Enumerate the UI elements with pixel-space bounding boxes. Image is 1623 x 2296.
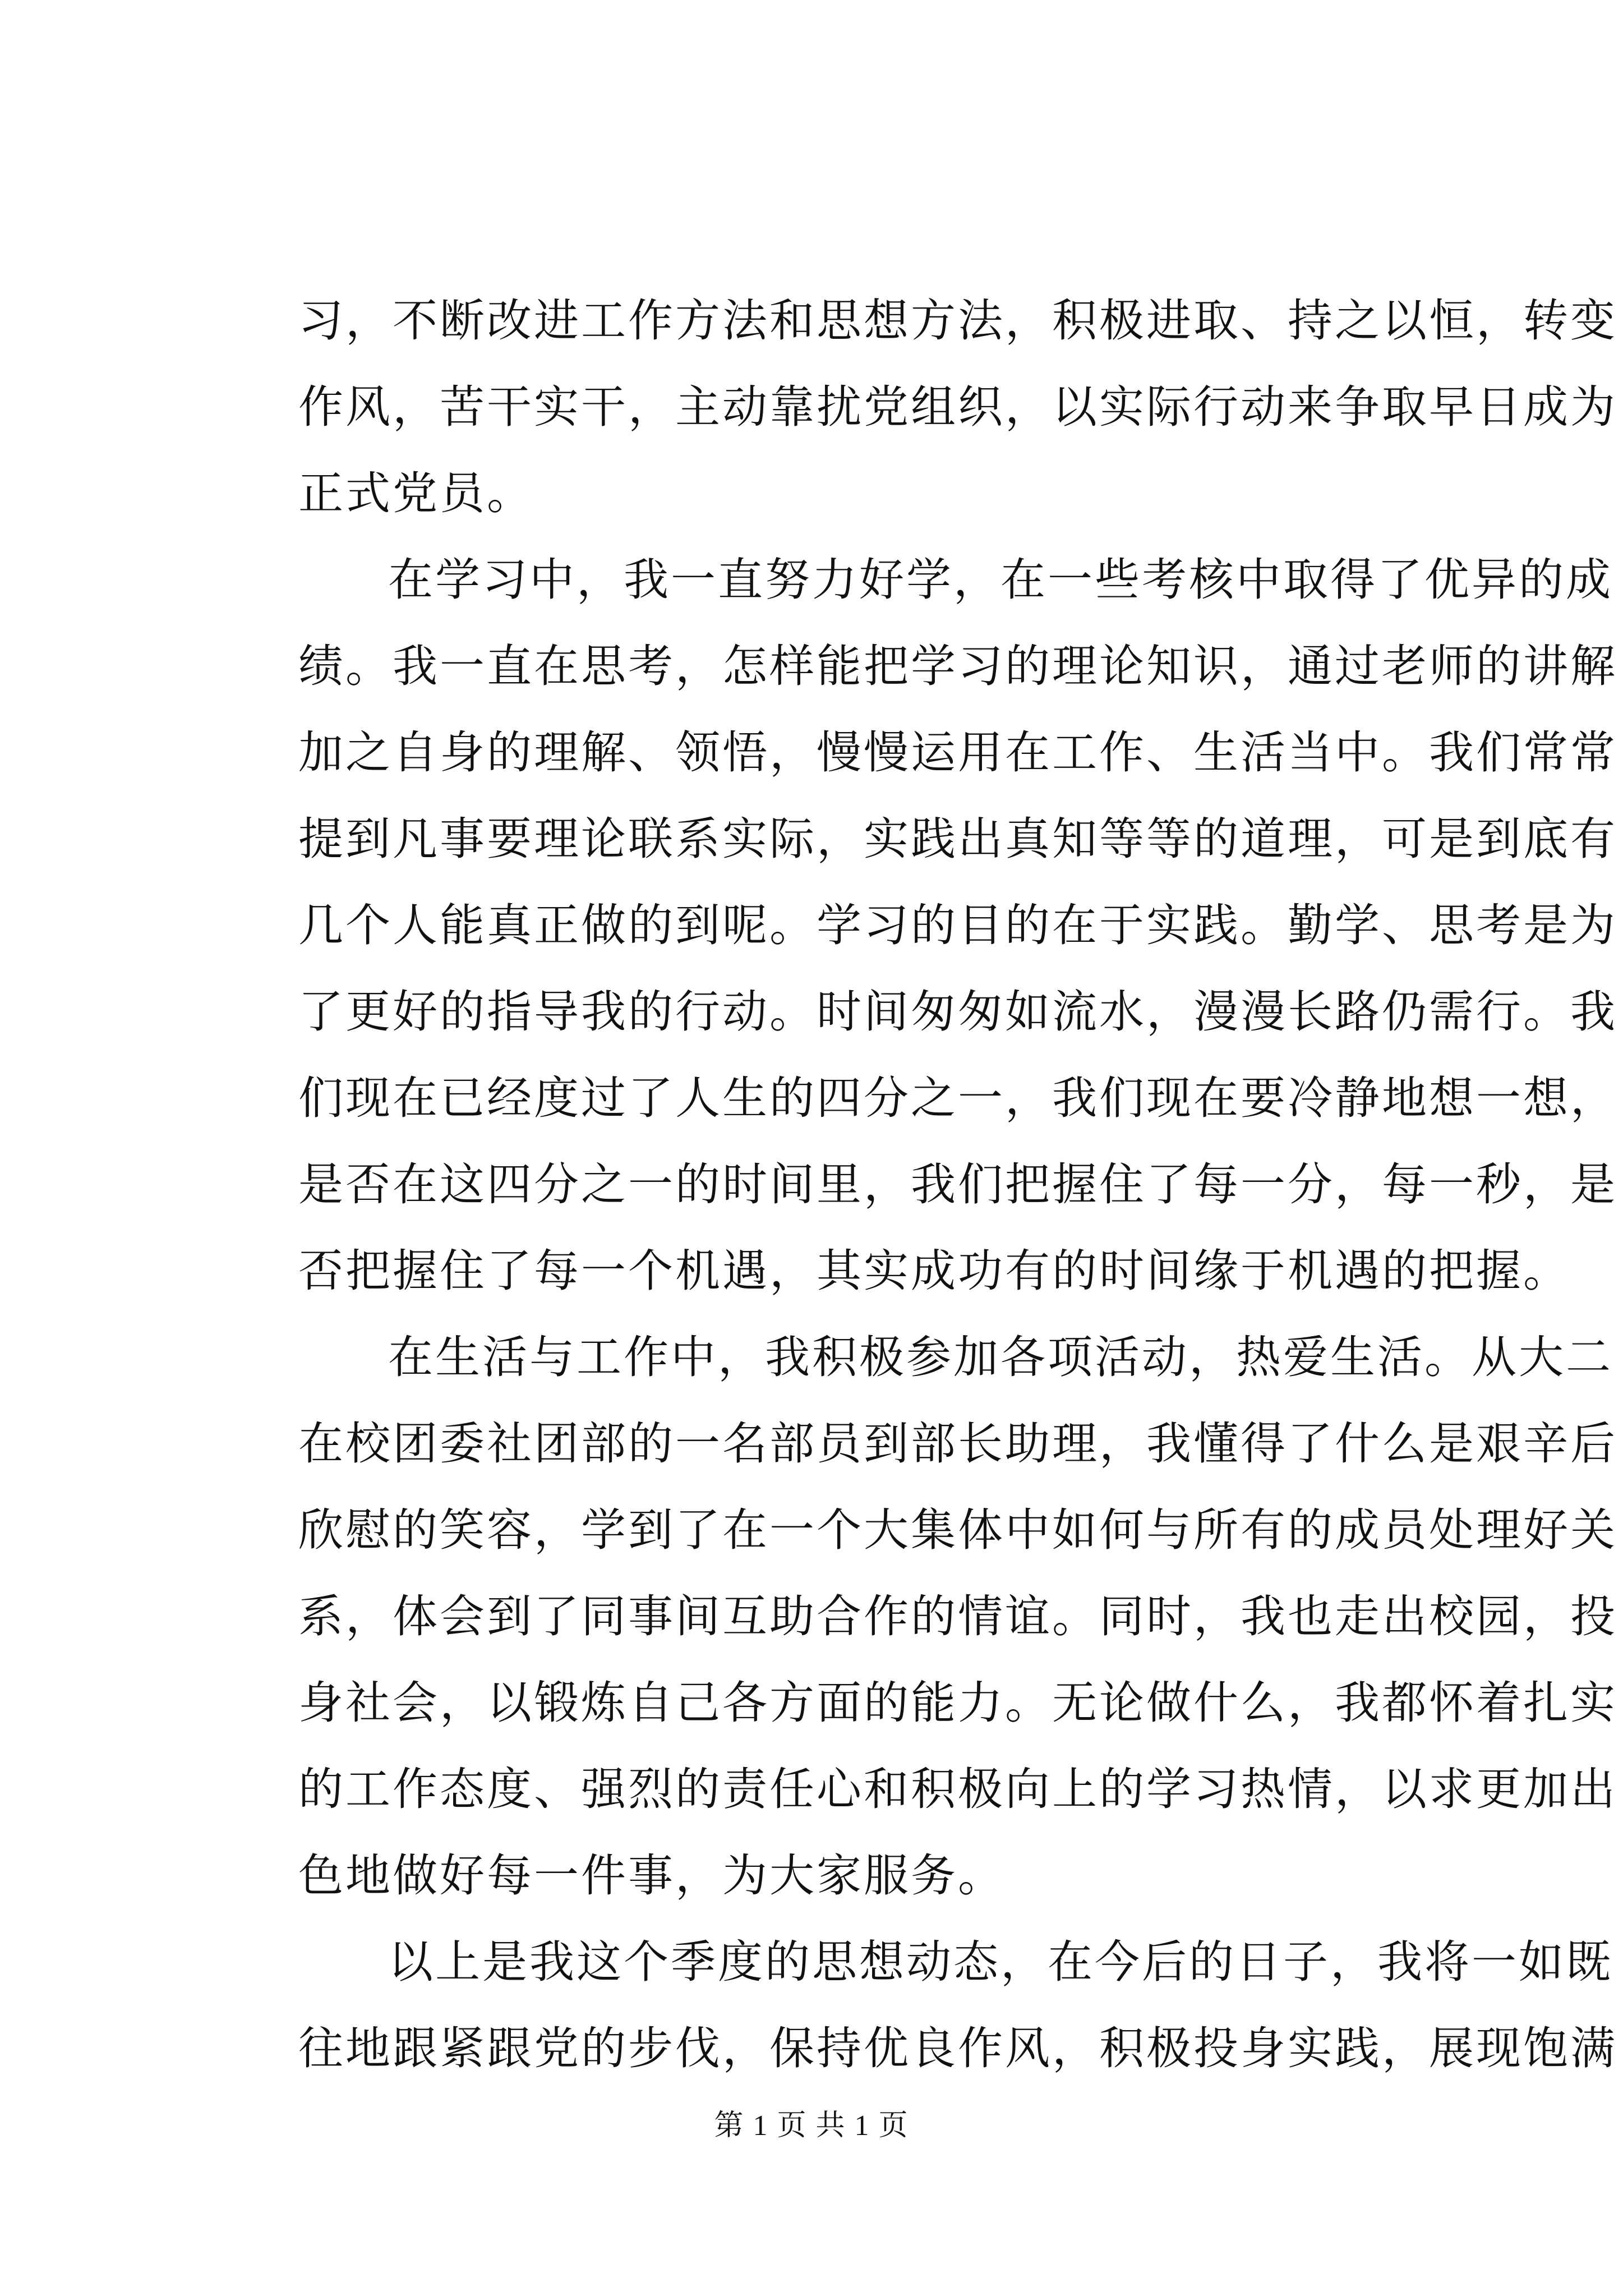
paragraph-2-line-5: 几个人能真正做的到呢。学习的目的在于实践。勤学、思考是为 xyxy=(298,899,1617,951)
paragraph-3-line-5: 身社会，以锻炼自己各方面的能力。无论做什么，我都怀着扎实 xyxy=(298,1677,1617,1729)
paragraph-2-line-2: 绩。我一直在思考，怎样能把学习的理论知识，通过老师的讲解 xyxy=(298,640,1617,692)
paragraph-2-line-1: 在学习中，我一直努力好学，在一些考核中取得了优异的成 xyxy=(388,554,1613,606)
paragraph-3-line-7: 色地做好每一件事，为大家服务。 xyxy=(298,1849,1005,1902)
paragraph-2-line-3: 加之自身的理解、领悟，慢慢运用在工作、生活当中。我们常常 xyxy=(298,726,1617,779)
paragraph-3-line-6: 的工作态度、强烈的责任心和积极向上的学习热情，以求更加出 xyxy=(298,1763,1617,1815)
paragraph-1-line-2: 作风，苦干实干，主动靠扰党组织，以实际行动来争取早日成为 xyxy=(298,381,1617,433)
paragraph-1-line-1: 习，不断改进工作方法和思想方法，积极进取、持之以恒，转变 xyxy=(298,295,1617,347)
page-number-footer: 第 1 页 共 1 页 xyxy=(714,2110,909,2142)
paragraph-3-line-2: 在校团委社团部的一名部员到部长助理，我懂得了什么是艰辛后 xyxy=(298,1418,1617,1470)
paragraph-2-line-8: 是否在这四分之一的时间里，我们把握住了每一分，每一秒，是 xyxy=(298,1158,1617,1211)
paragraph-3-line-1: 在生活与工作中，我积极参加各项活动，热爱生活。从大二 xyxy=(388,1331,1613,1383)
paragraph-2-line-6: 了更好的指导我的行动。时间匆匆如流水，漫漫长路仍需行。我 xyxy=(298,986,1617,1038)
paragraph-3-line-4: 系，体会到了同事间互助合作的情谊。同时，我也走出校园，投 xyxy=(298,1590,1617,1642)
paragraph-2-line-7: 们现在已经度过了人生的四分之一，我们现在要冷静地想一想， xyxy=(298,1072,1617,1124)
paragraph-2-line-4: 提到凡事要理论联系实际，实践出真知等等的道理，可是到底有 xyxy=(298,813,1617,865)
paragraph-4-line-1: 以上是我这个季度的思想动态，在今后的日子，我将一如既 xyxy=(388,1936,1613,1988)
paragraph-1-line-3: 正式党员。 xyxy=(298,467,534,519)
paragraph-4-line-2: 往地跟紧跟党的步伐，保持优良作风，积极投身实践，展现饱满 xyxy=(298,2022,1617,2074)
paragraph-3-line-3: 欣慰的笑容，学到了在一个大集体中如何与所有的成员处理好关 xyxy=(298,1504,1617,1556)
paragraph-2-line-9: 否把握住了每一个机遇，其实成功有的时间缘于机遇的把握。 xyxy=(298,1245,1570,1297)
